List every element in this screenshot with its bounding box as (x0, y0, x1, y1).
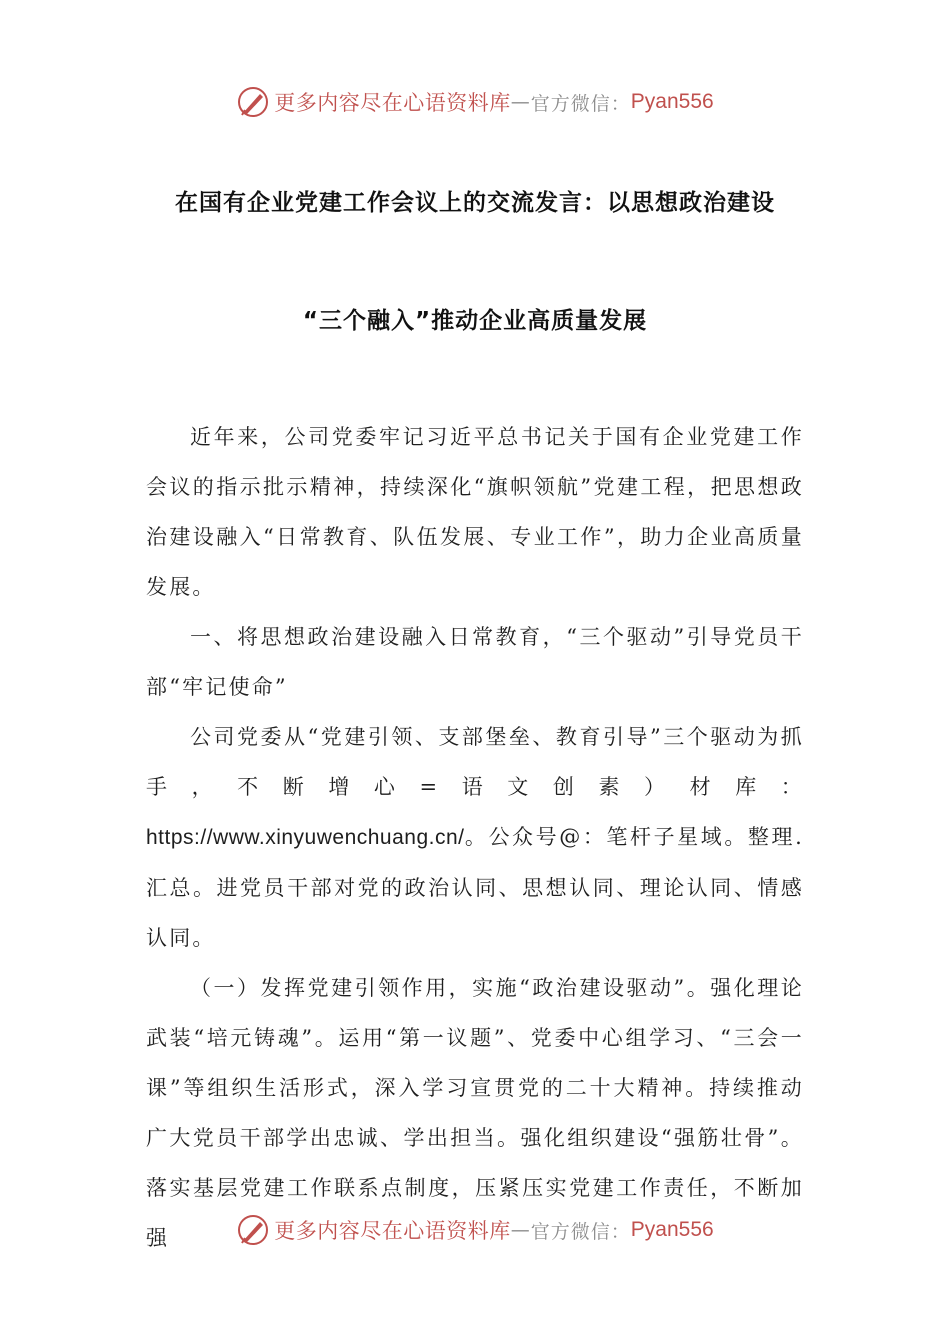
banner-separator: — (510, 91, 531, 113)
document-title-line1: 在国有企业党建工作会议上的交流发言：以思想政治建设 (175, 190, 775, 216)
quill-pen-logo-icon (236, 1213, 270, 1247)
paragraph-drivers-tail: 。公众号@：笔杆子星域。整理.汇总。进党员干部对党的政治认同、思想认同、理论认同、情感认同。 (146, 825, 804, 950)
document-title-line2: “三个融入”推动企业高质量发展 (302, 308, 648, 334)
paragraph-section-heading: 一、将思想政治建设融入日常教育，“三个驱动”引导党员干部“牢记使命” (146, 625, 804, 699)
banner-wechat-id: Pyan556 (630, 90, 714, 113)
document-body (146, 412, 804, 1263)
footer-banner (0, 1210, 950, 1250)
paragraph-party-leadership-text: 发挥党建引领作用，实施“政治建设驱动”。强化理论武装“培元铸魂”。运用“第一议题”、党委中心组学习、“三会一课”等组织生活形式，深入学习宣贯党的二十大精神。持续推动广大党员干部学出忠诚、学出担当。强化组织建设“强筋壮骨”。落实基层党建工作联系点制度，压紧压实党建工作责任，不断加强 (146, 976, 804, 1250)
footer-wechat-id: Pyan556 (630, 1218, 714, 1241)
source-url-link[interactable]: https://www.xinyuwenchuang.cn/ (146, 826, 465, 849)
paragraph-intro: 近年来，公司党委牢记习近平总书记关于国有企业党建工作会议的指示批示精神，持续深化“旗帜领航”党建工程，把思想政治建设融入“日常教育、队伍发展、专业工作”，助力企业高质量发展。 (146, 425, 804, 599)
banner-label: 官方微信： (530, 92, 631, 115)
banner-slogan: 更多内容尽在心语资料库 (274, 91, 511, 115)
footer-label: 官方微信： (530, 1220, 631, 1243)
footer-separator: — (510, 1219, 531, 1241)
paragraph-drivers-text: 公司党委从“党建引领、支部堡垒、教育引导”三个驱动为抓手，不断增心=语文创素）材库： (146, 725, 804, 799)
paragraph-drivers (146, 712, 804, 963)
footer-slogan: 更多内容尽在心语资料库 (274, 1219, 511, 1243)
header-banner (0, 82, 950, 122)
quill-pen-logo-icon (236, 85, 270, 119)
paragraph-number: （一） (190, 976, 261, 1000)
